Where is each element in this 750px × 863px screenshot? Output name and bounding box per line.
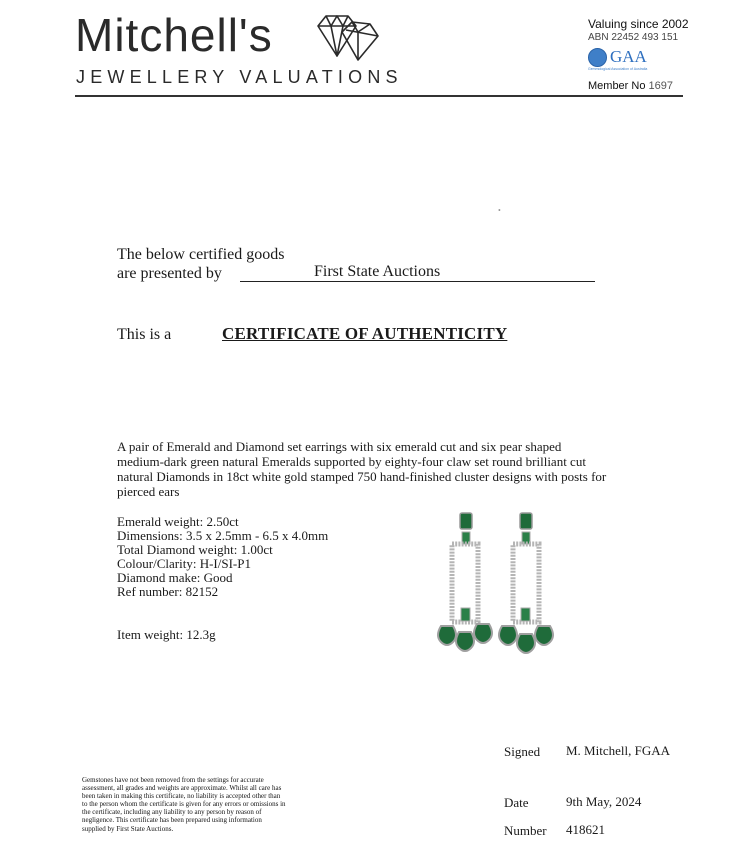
number-value: 418621: [566, 822, 605, 837]
presenter-underline: [240, 281, 595, 282]
item-description: A pair of Emerald and Diamond set earrings with six emerald cut and six pear shaped medium-dark green natural Emeralds supported by eighty-four claw set round brilliant cut natural Diamonds in 18ct white gold stamped 750 hand-finished cluster designs with posts for pierced ears: [117, 439, 607, 499]
gaa-seal-icon: [588, 48, 607, 67]
spec-ref-number: Ref number: 82152: [117, 584, 219, 599]
brand-name: Mitchell's: [75, 9, 273, 61]
gaa-badge: [588, 47, 647, 67]
intro-line-1: The below certified goods: [117, 246, 285, 263]
header-divider: [75, 95, 683, 97]
certificate-title: CERTIFICATE OF AUTHENTICITY: [222, 324, 508, 343]
diamond-logo-icon: [312, 12, 380, 62]
gaa-label: GAA: [610, 47, 647, 66]
spec-diamond-make: Diamond make: Good: [117, 570, 233, 585]
intro-line-2: are presented by: [117, 265, 222, 282]
spec-diamond-weight: Total Diamond weight: 1.00ct: [117, 542, 273, 557]
number-label: Number: [504, 823, 547, 838]
signed-label: Signed: [504, 744, 541, 759]
spec-emerald-weight: Emerald weight: 2.50ct: [117, 514, 239, 529]
earrings-photo: [432, 508, 562, 668]
presenter-name: First State Auctions: [314, 263, 441, 280]
valuing-since: Valuing since 2002: [588, 17, 689, 31]
member-value: 1697: [648, 80, 674, 92]
abn-number: ABN 22452 493 151: [588, 32, 679, 43]
date-value: 9th May, 2024: [566, 794, 642, 809]
member-label: Member No: [588, 80, 646, 92]
this-is-label: This is a: [117, 326, 172, 343]
date-label: Date: [504, 795, 529, 810]
signed-value: M. Mitchell, FGAA: [566, 743, 670, 758]
member-number: [588, 80, 673, 92]
item-weight: Item weight: 12.3g: [117, 627, 216, 642]
disclaimer-text: Gemstones have not been removed from the settings for accurate assessment, all grades and weights are approximate. Whilst all care has been taken in making this certificate, no liability is accepted other than to the person whom the certificate is given for any errors or omissions in the certificate, including any liability to any person by reason of negligence. This certificate has been prepared using information supplied by First State Auctions.: [82, 776, 286, 833]
spec-dimensions: Dimensions: 3.5 x 2.5mm - 6.5 x 4.0mm: [117, 528, 329, 543]
spec-colour-clarity: Colour/Clarity: H-I/SI-P1: [117, 556, 251, 571]
gaa-small-text: Gemmological Association of Australia: [588, 67, 648, 71]
brand-subtitle: JEWELLERY VALUATIONS: [76, 67, 403, 87]
